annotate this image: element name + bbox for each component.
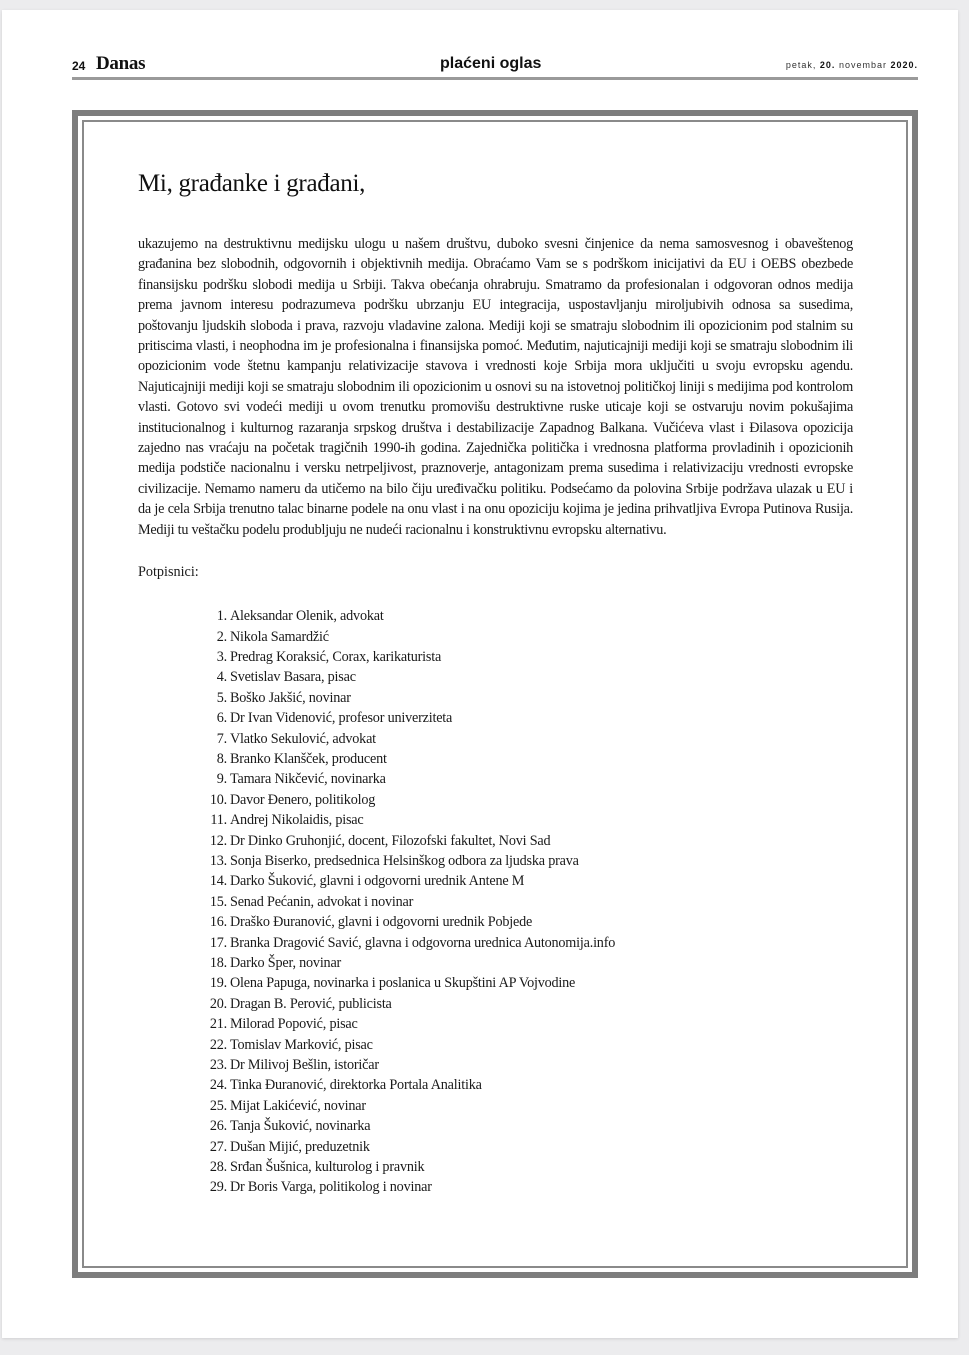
signatory-item (202, 892, 853, 912)
signatory-number: 24. (209, 1077, 227, 1094)
signatory-item (202, 953, 853, 973)
signatory-text: Tomislav Marković, pisac (230, 1036, 373, 1053)
signatory-text: Srđan Šušnica, kulturolog i pravnik (230, 1159, 425, 1176)
signatory-number: 20. (209, 995, 227, 1012)
signatory-text: Dr Ivan Videnović, profesor univerziteta (230, 710, 453, 727)
signatory-number: 7. (216, 730, 227, 747)
signatory-item (202, 1035, 853, 1055)
signatory-number: 11. (210, 812, 227, 829)
signatory-text: Boško Jakšić, novinar (230, 689, 351, 706)
date-month: novembar (835, 60, 891, 70)
masthead (72, 54, 918, 76)
signatory-number: 28. (209, 1159, 227, 1176)
signatory-number: 10. (209, 791, 227, 808)
signatory-number: 23. (209, 1057, 227, 1074)
signatory-text: Branko Klanšček, producent (230, 750, 387, 767)
signatory-text: Draško Đuranović, glavni i odgovorni urednik Pobjede (230, 914, 533, 931)
signatory-text: Mijat Lakićević, novinar (230, 1097, 366, 1114)
signatory-number: 3. (216, 648, 227, 665)
signatory-number: 1. (216, 608, 227, 625)
ad-headline: Mi, građanke i građani, (138, 170, 366, 197)
signatory-number: 5. (216, 689, 227, 706)
page-number: 24 (72, 59, 86, 73)
signatory-text: Olena Papuga, novinarka i poslanica u Skupštini AP Vojvodine (230, 975, 576, 992)
date-number: 20. (819, 60, 836, 70)
signatory-number: 29. (209, 1179, 227, 1196)
signatory-number: 4. (216, 669, 227, 686)
signatory-number: 25. (209, 1097, 227, 1114)
signatory-text: Milorad Popović, pisac (230, 1016, 358, 1033)
signatory-number: 26. (209, 1118, 227, 1135)
signatory-number: 6. (216, 710, 227, 727)
signatory-text: Darko Šper, novinar (230, 955, 342, 971)
signatory-item (202, 749, 853, 769)
signatory-item (202, 1137, 853, 1157)
date-year: 2020. (890, 60, 918, 70)
signatory-text: Svetislav Basara, pisac (230, 669, 356, 686)
signatory-text: Dr Milivoj Bešlin, istoričar (230, 1057, 379, 1074)
signatory-item (202, 994, 853, 1014)
signatory-number: 14. (209, 873, 227, 890)
signatory-item (202, 667, 853, 687)
signatory-text: Sonja Biserko, predsednica Helsinškog odbora za ljudska prava (230, 852, 579, 869)
signatory-item (202, 1177, 853, 1197)
signatory-item (202, 708, 853, 728)
signatory-number: 13. (209, 852, 227, 869)
section-title: plaćeni oglas (440, 55, 542, 72)
signatory-text: Dr Boris Varga, politikolog i novinar (230, 1179, 432, 1196)
signatory-item (202, 912, 853, 932)
signatory-item (202, 831, 853, 851)
signatory-text: Vlatko Sekulović, advokat (230, 730, 376, 747)
signatories-list (202, 606, 853, 1198)
signatory-text: Tanja Šuković, novinarka (230, 1118, 371, 1135)
signatory-item (202, 688, 853, 708)
signatory-item (202, 1157, 853, 1177)
masthead-rule (72, 77, 918, 80)
signatory-text: Andrej Nikolaidis, pisac (230, 812, 364, 829)
signatory-text: Tinka Đuranović, direktorka Portala Analitika (230, 1077, 482, 1094)
signatory-number: 8. (216, 750, 227, 767)
signatory-number: 12. (209, 832, 227, 849)
signatory-item (202, 1096, 853, 1116)
ad-content (138, 170, 853, 1198)
signatory-number: 19. (209, 975, 227, 992)
signatory-number: 22. (209, 1036, 227, 1053)
signatory-number: 9. (216, 771, 227, 788)
signatory-item (202, 851, 853, 871)
signatory-text: Aleksandar Olenik, advokat (230, 608, 384, 625)
signatory-text: Davor Đenero, politikolog (230, 791, 376, 808)
signatory-item (202, 1014, 853, 1034)
signatory-text: Nikola Samardžić (230, 628, 329, 645)
signatory-number: 15. (209, 893, 227, 910)
signatory-number: 17. (209, 934, 227, 951)
signatory-text: Dragan B. Perović, publicista (230, 995, 392, 1012)
signatory-item (202, 769, 853, 789)
signatory-text: Darko Šuković, glavni i odgovorni urednik Antene M (230, 873, 525, 890)
signatory-item (202, 1075, 853, 1095)
newspaper-logo: Danas (96, 53, 146, 74)
signatory-item (202, 790, 853, 810)
signatory-item (202, 810, 853, 830)
signatory-item (202, 1116, 853, 1136)
signatory-number: 21. (209, 1016, 227, 1033)
signatory-text: Dr Dinko Gruhonjić, docent, Filozofski fakultet, Novi Sad (230, 832, 551, 849)
signatory-item (202, 933, 853, 953)
signatory-number: 18. (209, 955, 227, 971)
signatory-item (202, 871, 853, 891)
signatory-text: Dušan Mijić, preduzetnik (230, 1138, 370, 1155)
signatory-number: 27. (209, 1138, 227, 1155)
signatory-text: Tamara Nikčević, novinarka (230, 771, 386, 788)
signatory-item (202, 1055, 853, 1075)
signatory-number: 2. (216, 628, 227, 645)
signatory-text: Predrag Koraksić, Corax, karikaturista (230, 648, 442, 665)
signatory-item (202, 606, 853, 626)
signatory-text: Branka Dragović Savić, glavna i odgovorna urednica Autonomija.info (230, 934, 616, 951)
signatory-number: 16. (209, 914, 227, 931)
signatory-item (202, 729, 853, 749)
signatory-item (202, 973, 853, 993)
issue-date (786, 60, 918, 70)
signatory-item (202, 647, 853, 667)
signatory-item (202, 627, 853, 647)
signatories-label: Potpisnici: (138, 564, 199, 581)
signatory-text: Senad Pećanin, advokat i novinar (230, 893, 414, 910)
ad-body-text: ukazujemo na destruktivnu medijsku ulogu u našem društvu, duboko svesni činjenice da nema samosvesnog i obaveštenog građanina bez slobodnih, odgovornih i objektivnih medija. Obraćamo Vam se s podrškom inicijativi da EU i OEBS obezbede finansijsku podršku slobodi medija u Srbiji. Takva obećanja ohrabruju. Smatramo da profesionalan i odgovoran odnos medija prema javnom interesu podrazumeva podršku ubrzanju EU integracija, uspostavljanju miroljubivih odnosa sa susedima, poštovanju ljudskih sloboda i prava, razvoju vladavine zalona. Mediji koji se smatraju slobodnim ili opozicionim pod stalnim su pritiscima vlasti, i neophodna im je profesionalna i finansijska pomoć. Međutim, najuticajniji mediji koji se smatraju slobodnim ili opozicionim vode štetnu kampanju relativizacije stavova i vrednosti koje Srbija mora uključiti u svoju evropsku agendu. Najuticajniji mediji koji se smatraju slobodnim ili opozicionim u osnovi su na istovetnoj političkoj liniji s medijima pod kontrolom vlasti. Gotovo svi vodeći mediji u ovom trenutku promovišu destruktivne ruske uticaje koji se ostvaruju novim pokušajima institucionalnog i kulturnog razaranja srpskog društva i destabilizacije Zapadnog Balkana. Vučićeva vlast i Đilasova opozicija zajedno nas vraćaju na početak tragičnih 1990-ih godina. Zajednička politička i vrednosna platforma provladinih i opozicionih medija podstiče nacionalnu i versku netrpeljivost, praznoverje, antagonizam prema susedima i relativizaciju vrednosti evropske civilizacije. Nemamo nameru da utičemo na bilo čiju uređivačku politiku. Podsećamo da polovina Srbije podržava ulazak u EU i da je cela Srbija trenutno talac binarne podele na onu vlast i na onu opoziciju kojima je jedina prihvatljiva Evropa Putinova Rusija. Mediji tu veštačku podelu produbljuju ne nudeći racionalnu i konstruktivnu evropsku alternativu. (138, 236, 853, 538)
date-day: petak, (785, 60, 820, 70)
